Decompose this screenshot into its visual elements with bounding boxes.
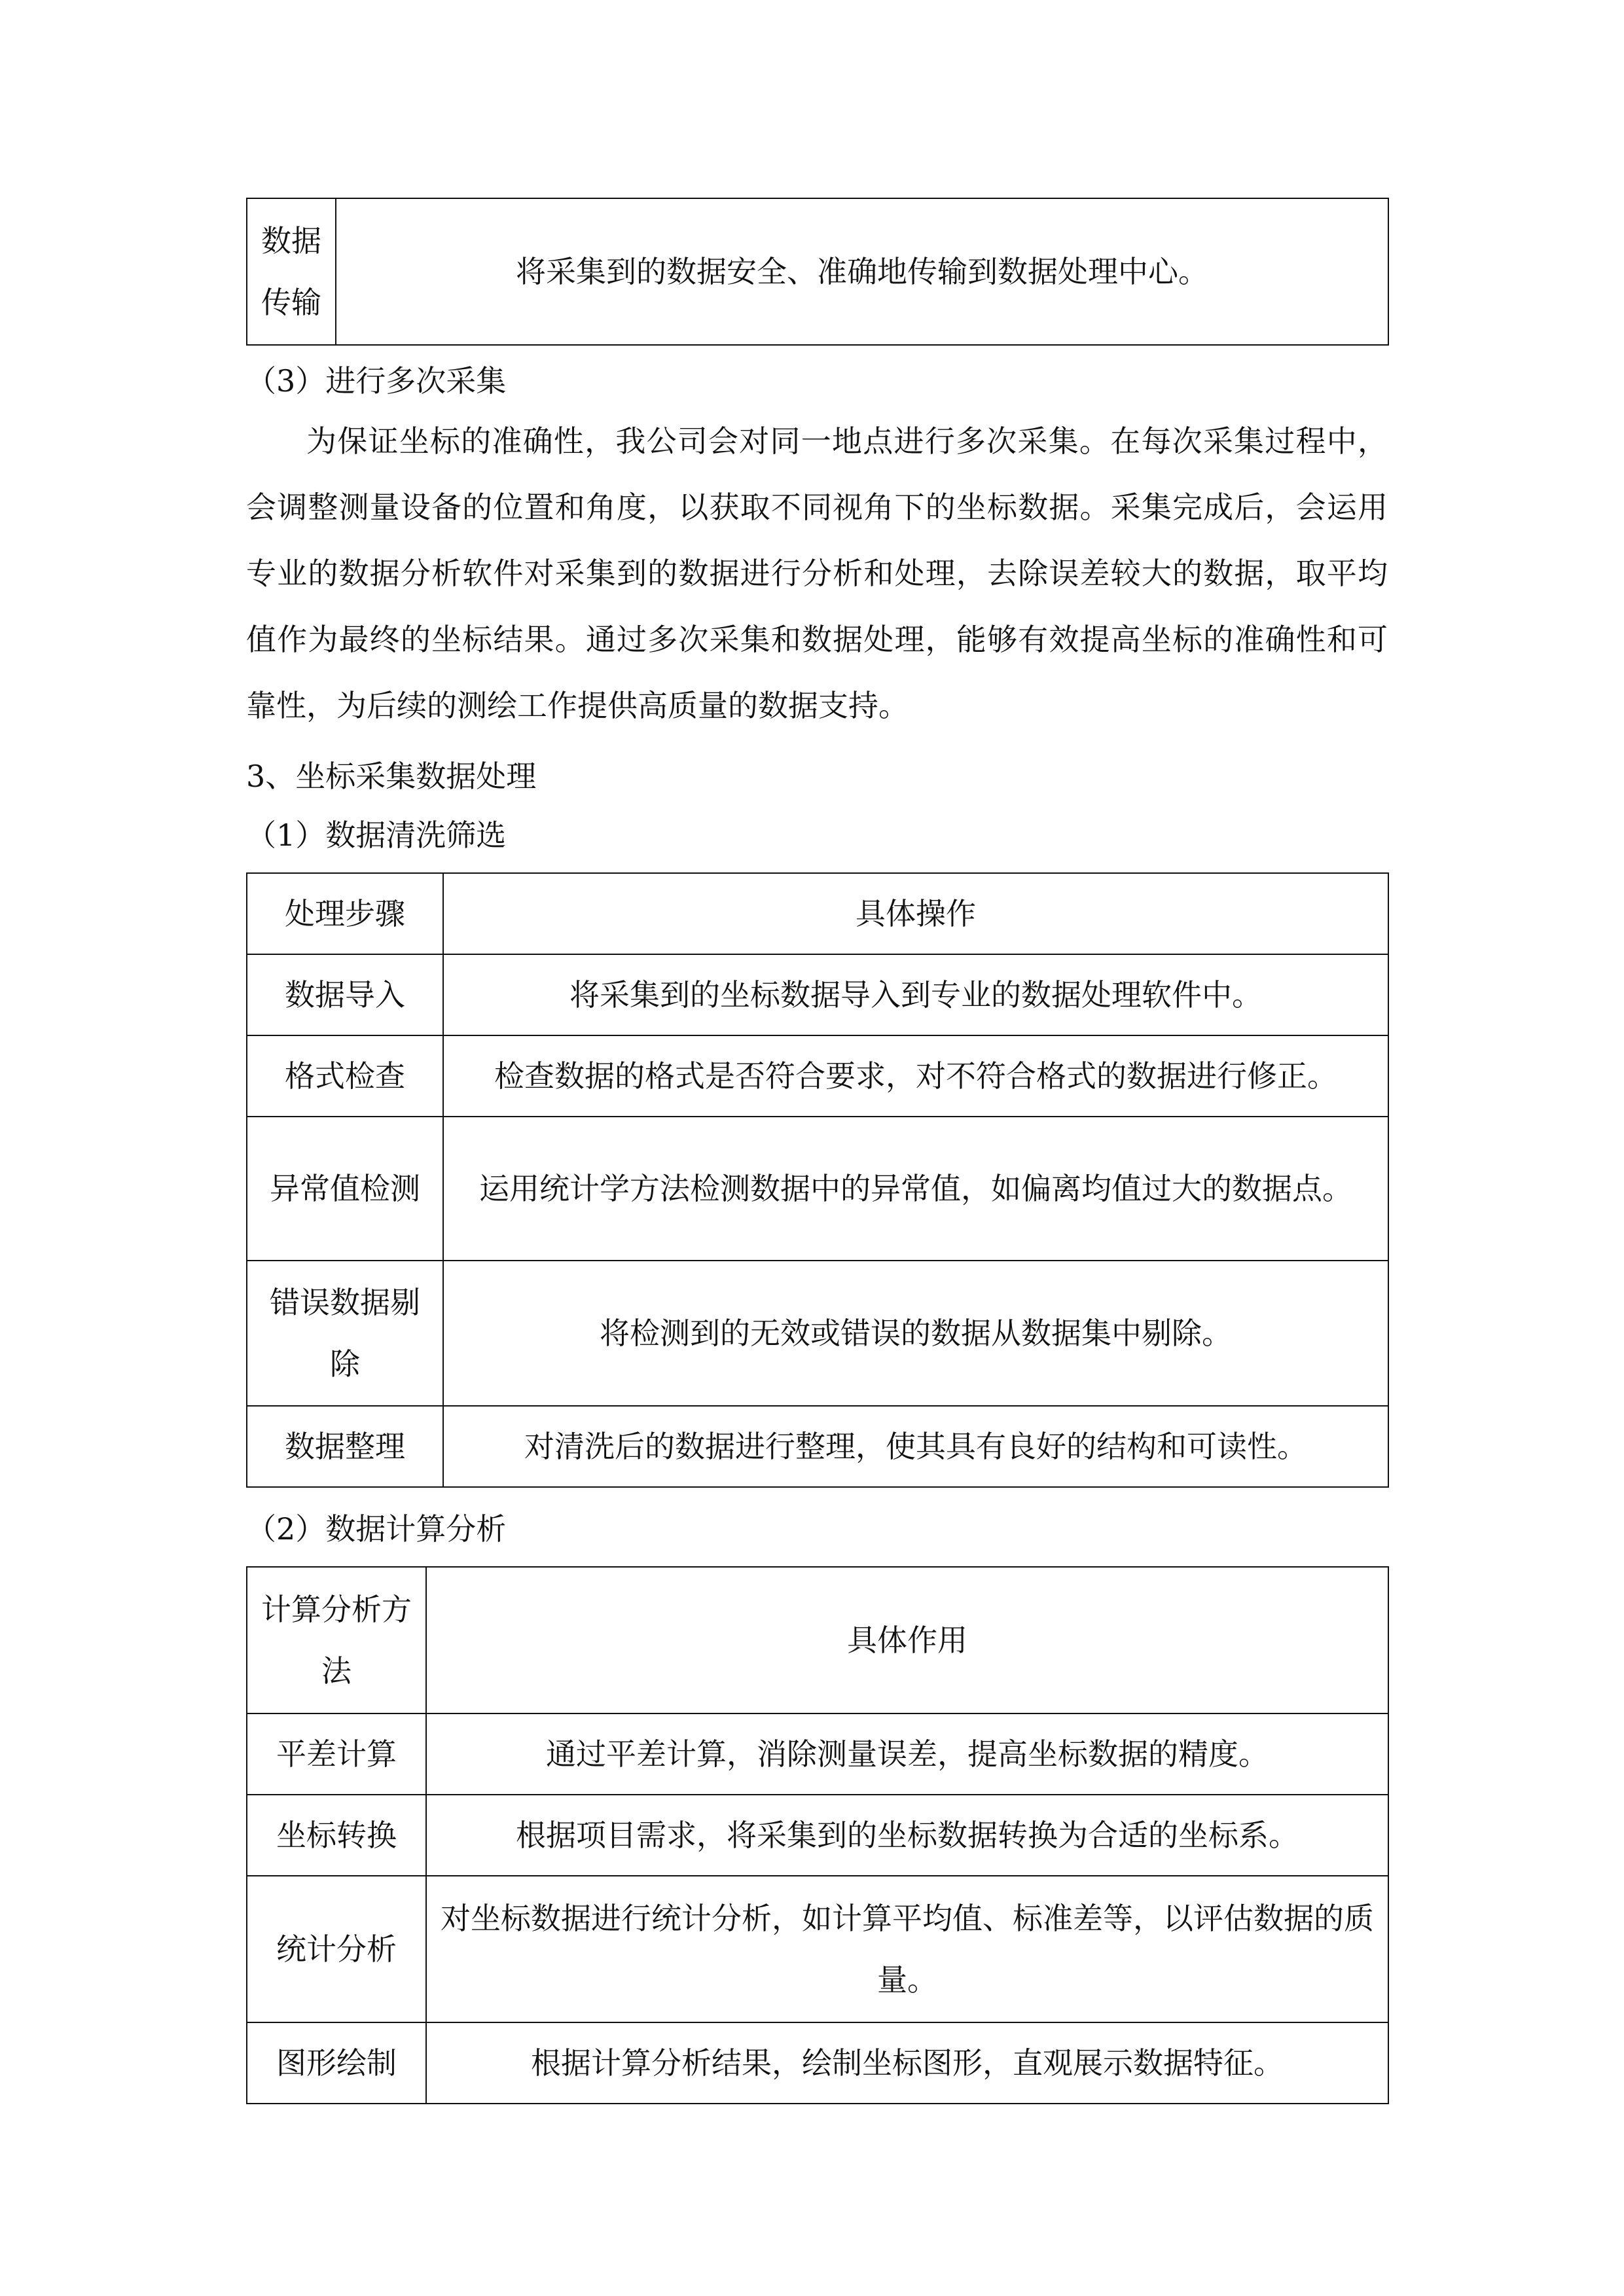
cell-operation: 将检测到的无效或错误的数据从数据集中剔除。 xyxy=(443,1261,1388,1406)
cell-operation: 对清洗后的数据进行整理，使其具有良好的结构和可读性。 xyxy=(443,1406,1388,1487)
section-heading-3: 3、坐标采集数据处理 xyxy=(246,759,537,794)
cell-effect: 对坐标数据进行统计分析，如计算平均值、标准差等，以评估数据的质量。 xyxy=(426,1876,1388,2022)
cell-step: 数据导入 xyxy=(247,954,443,1035)
cell-operation: 检查数据的格式是否符合要求，对不符合格式的数据进行修正。 xyxy=(443,1035,1388,1117)
section-heading-multi: （3）进行多次采集 xyxy=(246,363,507,399)
table-header-row xyxy=(247,1567,1388,1713)
subheading-cleaning: （1）数据清洗筛选 xyxy=(246,817,507,853)
table-row xyxy=(247,1406,1388,1487)
header-effect: 具体作用 xyxy=(426,1567,1388,1713)
transmission-label: 数据传输 xyxy=(247,198,336,345)
cell-effect: 通过平差计算，消除测量误差，提高坐标数据的精度。 xyxy=(426,1713,1388,1795)
table-row xyxy=(247,2022,1388,2104)
table-row xyxy=(247,1713,1388,1795)
paragraph-multi: 为保证坐标的准确性，我公司会对同一地点进行多次采集。在每次采集过程中，会调整测量设备的位置和角度，以获取不同视角下的坐标数据。采集完成后，会运用专业的数据分析软件对采集到的数据进行分析和处理，去除误差较大的数据，取平均值作为最终的坐标结果。通过多次采集和数据处理，能够有效提高坐标的准确性和可靠性，为后续的测绘工作提供高质量的数据支持。 xyxy=(246,423,1388,723)
table-row xyxy=(247,1795,1388,1876)
table-header-row xyxy=(247,873,1388,954)
cell-effect: 根据计算分析结果，绘制坐标图形，直观展示数据特征。 xyxy=(426,2022,1388,2104)
table-row xyxy=(247,198,1388,345)
cell-operation: 将采集到的坐标数据导入到专业的数据处理软件中。 xyxy=(443,954,1388,1035)
cell-method: 平差计算 xyxy=(247,1713,426,1795)
cell-method: 坐标转换 xyxy=(247,1795,426,1876)
table-row xyxy=(247,1876,1388,2022)
header-step: 处理步骤 xyxy=(247,873,443,954)
cell-step: 数据整理 xyxy=(247,1406,443,1487)
table-row xyxy=(247,1261,1388,1406)
table-row xyxy=(247,1035,1388,1117)
cell-step: 异常值检测 xyxy=(247,1117,443,1261)
cell-method: 图形绘制 xyxy=(247,2022,426,2104)
header-method: 计算分析方法 xyxy=(247,1567,426,1713)
transmission-table xyxy=(246,198,1389,346)
cell-operation: 运用统计学方法检测数据中的异常值，如偏离均值过大的数据点。 xyxy=(443,1117,1388,1261)
cell-step: 格式检查 xyxy=(247,1035,443,1117)
analysis-table xyxy=(246,1566,1389,2104)
table-row xyxy=(247,1117,1388,1261)
table-row xyxy=(247,954,1388,1035)
cell-step: 错误数据剔除 xyxy=(247,1261,443,1406)
cleaning-table xyxy=(246,872,1389,1488)
cell-method: 统计分析 xyxy=(247,1876,426,2022)
subheading-analysis: （2）数据计算分析 xyxy=(246,1511,507,1547)
header-operation: 具体操作 xyxy=(443,873,1388,954)
transmission-text: 将采集到的数据安全、准确地传输到数据处理中心。 xyxy=(336,198,1388,345)
cell-effect: 根据项目需求，将采集到的坐标数据转换为合适的坐标系。 xyxy=(426,1795,1388,1876)
